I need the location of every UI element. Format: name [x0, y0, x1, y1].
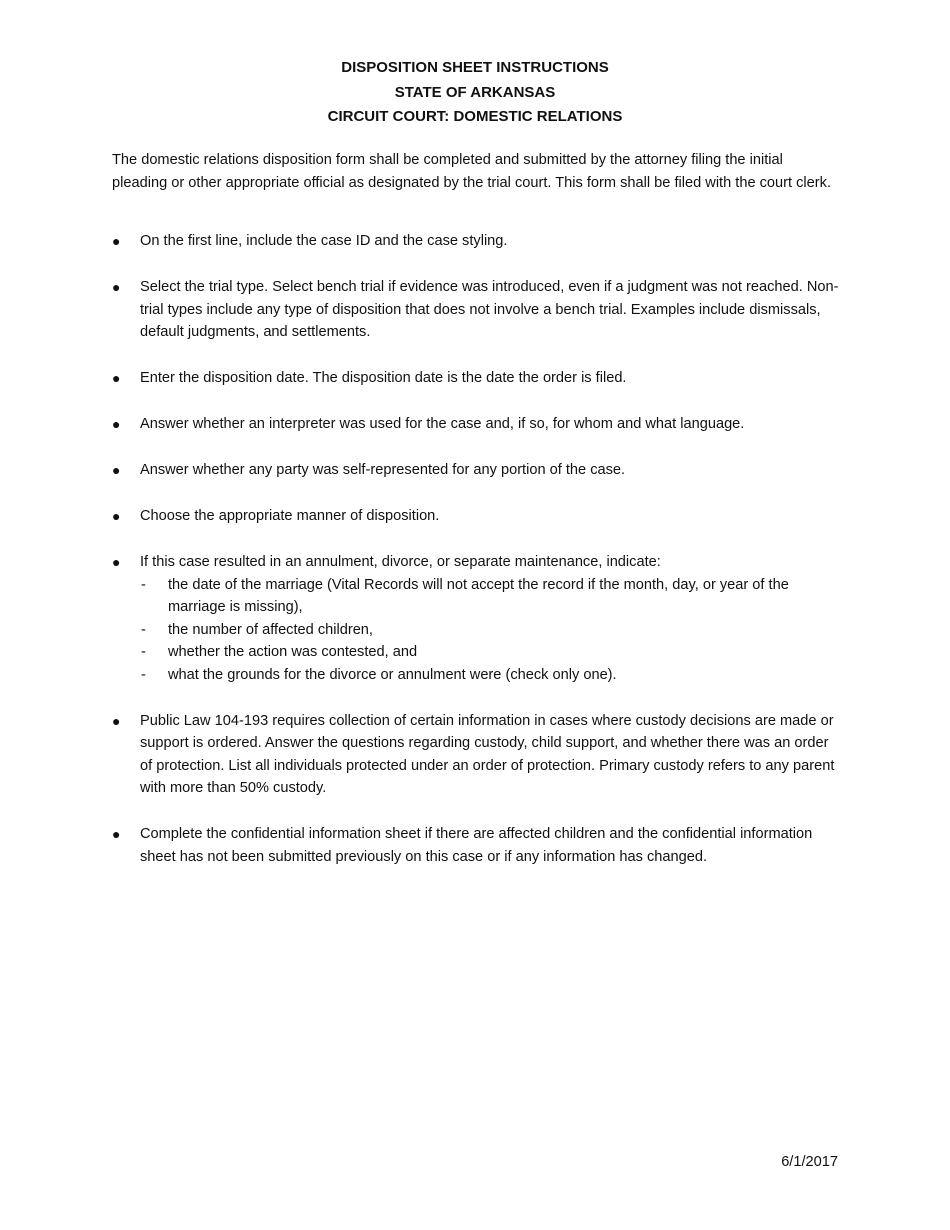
instruction-item [112, 413, 842, 436]
instruction-text: If this case resulted in an annulment, divorce, or separate maintenance, indicate: [140, 554, 661, 570]
bullet-icon: ● [112, 370, 121, 386]
instruction-text: Public Law 104-193 requires collection of certain information in cases where custody decisions are made or support is ordered. Answer the questions regarding custody, child support, and whether there was an order of protection. List all individuals protected under an order of protection. Primary custody refers to any parent with more than 50% custody. [140, 712, 835, 796]
title-line-2: STATE OF ARKANSAS [394, 83, 556, 101]
subitem [140, 574, 842, 619]
subitem-text: the number of affected children, [168, 621, 373, 638]
bullet-icon: ● [112, 826, 121, 842]
instruction-text: Complete the confidential information sheet if there are affected children and the confidential information sheet has not been submitted previously on this case or if any information has changed. [140, 826, 813, 865]
bullet-icon: ● [112, 508, 121, 524]
instruction-item [112, 367, 842, 390]
bullet-icon: ● [112, 416, 121, 432]
bullet-icon: ● [112, 712, 121, 729]
title-line-3: CIRCUIT COURT: DOMESTIC RELATIONS [327, 108, 623, 125]
instruction-text: Answer whether any party was self-represented for any portion of the case. [140, 462, 626, 478]
dash-icon: - [141, 666, 146, 683]
dash-icon: - [141, 644, 146, 660]
instruction-text: Answer whether an interpreter was used for the case and, if so, for whom and what language. [140, 416, 745, 432]
dash-icon: - [141, 576, 146, 593]
document-title [0, 56, 950, 130]
instruction-item [112, 710, 842, 800]
instruction-text: On the first line, include the case ID and the case styling. [140, 233, 508, 249]
bullet-icon: ● [112, 233, 121, 249]
instruction-item [112, 551, 842, 686]
instruction-text: Select the trial type. Select bench trial if evidence was introduced, even if a judgment was not reached. Non-trial types include any type of disposition that does not involve a bench trial. Examples include dismissals, default judgments, and settlements. [140, 279, 839, 340]
title-line-1: DISPOSITION SHEET INSTRUCTIONS [341, 59, 609, 76]
revision-date: 6/1/2017 [781, 1154, 838, 1170]
instruction-item [112, 823, 842, 868]
marriage-subitem-list [140, 574, 842, 687]
subitem-text: what the grounds for the divorce or annulment were (check only one). [168, 666, 617, 683]
bullet-icon: ● [112, 462, 121, 478]
instruction-item [112, 230, 842, 253]
instruction-text: Choose the appropriate manner of disposition. [140, 508, 440, 524]
subitem [140, 619, 842, 642]
instruction-item [112, 276, 842, 344]
subitem-text: whether the action was contested, and [168, 644, 418, 660]
intro-paragraph: The domestic relations disposition form shall be completed and submitted by the attorney filing the initial pleading or other appropriate official as designated by the trial court. This form shall be filed with the court clerk. [112, 152, 831, 191]
instruction-list [112, 230, 842, 892]
instruction-text: Enter the disposition date. The disposition date is the date the order is filed. [140, 370, 627, 386]
bullet-icon: ● [112, 554, 121, 570]
instruction-item [112, 505, 842, 528]
subitem [140, 664, 842, 687]
instruction-item [112, 459, 842, 482]
subitem-text: the date of the marriage (Vital Records will not accept the record if the month, day, or year of the marriage is missing), [168, 576, 789, 615]
subitem [140, 641, 842, 664]
dash-icon: - [141, 621, 146, 638]
bullet-icon: ● [112, 279, 121, 295]
